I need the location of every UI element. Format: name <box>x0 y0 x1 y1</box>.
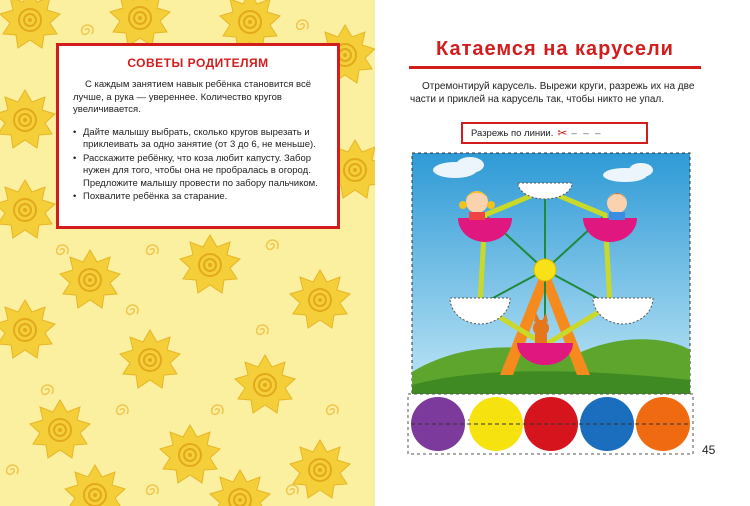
tips-title: СОВЕТЫ РОДИТЕЛЯМ <box>127 56 269 70</box>
child-boy-figure <box>607 193 627 220</box>
tip-item: • Похвалите ребёнка за старание. <box>73 191 323 204</box>
lesson-instructions: Отремонтируй карусель. Вырежи круги, разрежь их на две части и приклей на карусель так, чтобы никто не упал. <box>410 81 695 105</box>
tips-list <box>73 127 323 204</box>
page-number: 45 <box>702 443 716 457</box>
tips-intro: С каждым занятием навык ребёнка становится всё лучше, а рука — увереннее. Количество кругов увеличивается. <box>73 79 312 115</box>
cut-hint-label: Разрежь по линии. <box>471 127 554 139</box>
parent-tips-box <box>56 43 340 229</box>
right-page <box>375 0 750 506</box>
lesson-title: Катаемся на карусели <box>436 38 674 60</box>
tip-item: • Дайте малышу выбрать, сколько кругов вырезать и приклеивать за одно занятие (от 3 до 6, не меньше). <box>73 127 323 152</box>
tip-item: • Расскажите ребёнку, что коза любит капусту. Забор нужен для того, чтобы она не пробралась в огород. Предложите малышу провести по забору пальчиком. <box>73 153 323 191</box>
cut-out-circles <box>408 394 693 454</box>
carousel-scene <box>375 0 750 506</box>
scissors-icon: ✂ <box>557 126 568 140</box>
cut-hint-dashes: – – – <box>571 127 603 139</box>
